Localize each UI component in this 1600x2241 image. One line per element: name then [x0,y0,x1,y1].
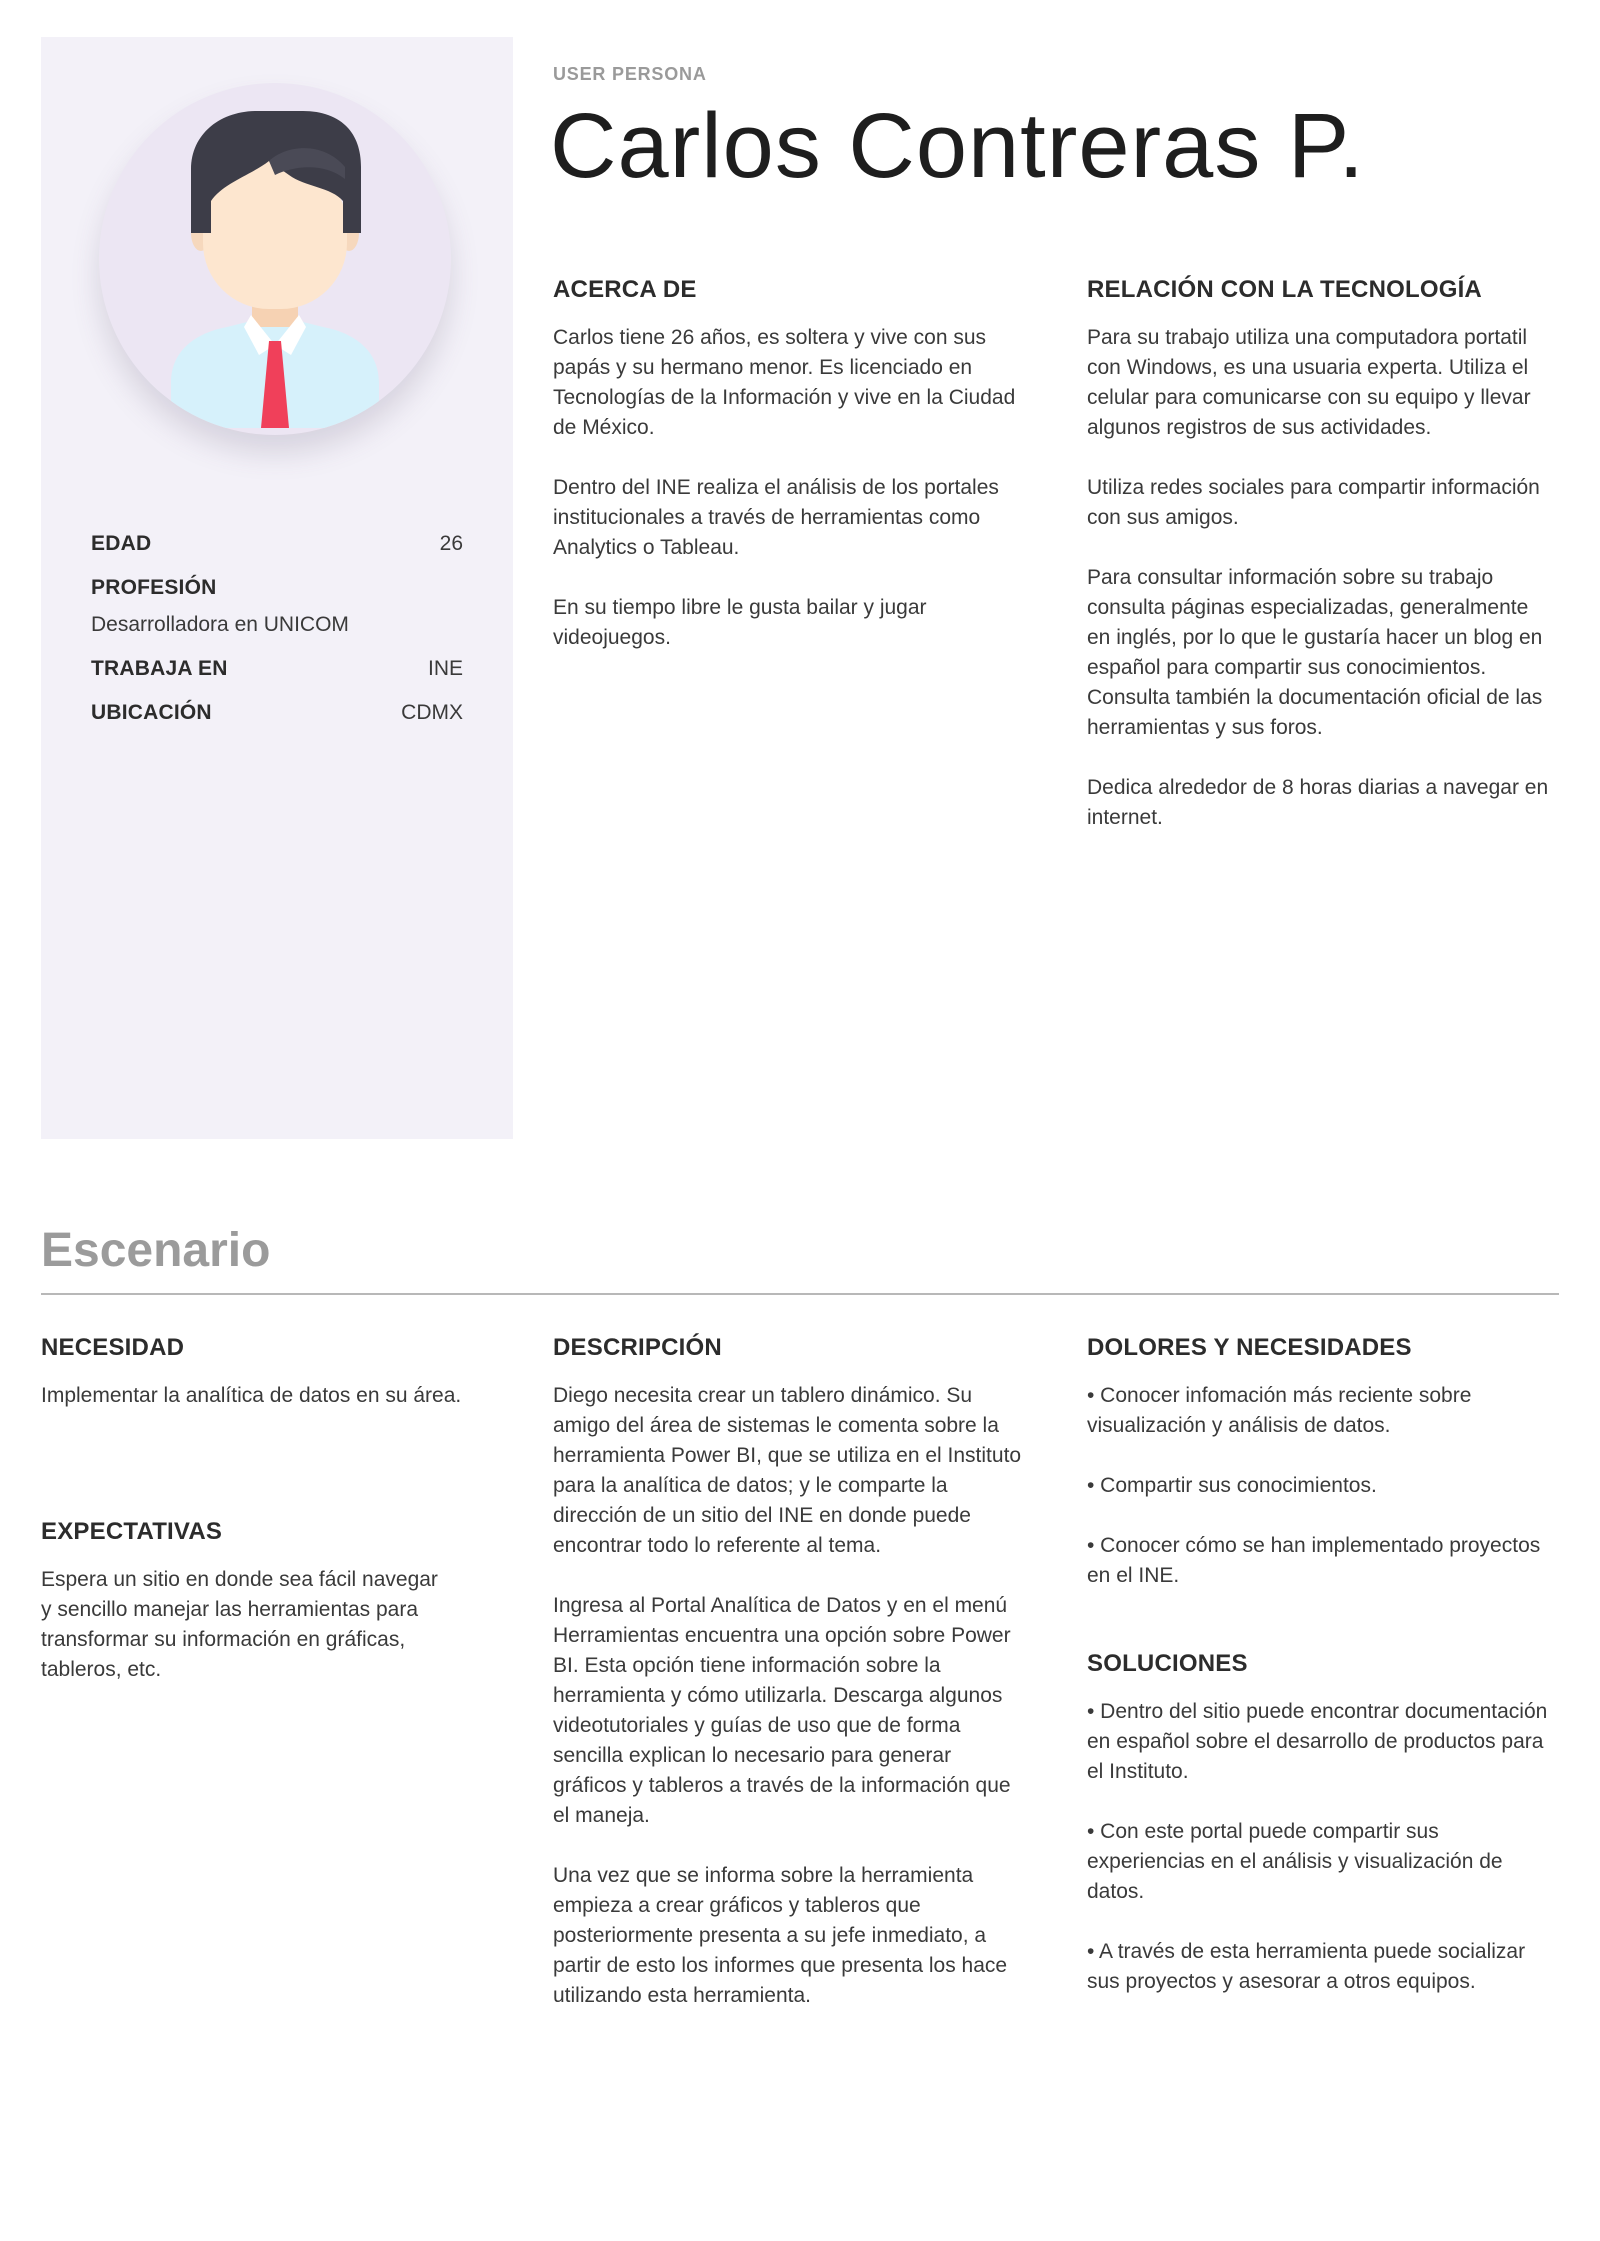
need-text: Implementar la analítica de datos en su área. [41,1384,462,1407]
location-label: UBICACIÓN [91,701,212,724]
scenario-divider [41,1293,1559,1295]
works-at-label: TRABAJA EN [91,657,228,680]
technology-paragraph: Utiliza redes sociales para compartir información con sus amigos. [1087,476,1540,529]
technology-paragraph: Para su trabajo utiliza una computadora portatil con Windows, es una usuaria experta. Utiliza el celular para comunicarse con su equipo y llevar algunos registros de sus actividades. [1087,326,1531,439]
solution-item: • Con este portal puede compartir sus experiencias en el análisis y visualización de datos. [1087,1820,1503,1903]
profession-value: Desarrolladora en UNICOM [91,613,349,636]
fact-profession [91,576,463,657]
persona-name: Carlos Contreras P. [550,95,1365,197]
about-paragraph: Carlos tiene 26 años, es soltera y vive con sus papás y su hermano menor. Es licenciado en Tecnologías de la Información y vive en la Ciudad de México. [553,326,1016,439]
pains-heading: DOLORES Y NECESIDADES [1087,1334,1412,1361]
description-paragraph: Diego necesita crear un tablero dinámico. Su amigo del área de sistemas le comenta sobre la herramienta Power BI, que se utiliza en el Instituto para la analítica de datos; y le comparte la dirección de un sitio del INE en donde puede encontrar todo lo referente al tema. [553,1384,1022,1557]
expectations-text: Espera un sitio en donde sea fácil navegar y sencillo manejar las herramientas para transformar su información en gráficas, tableros, etc. [41,1568,438,1681]
solution-item: • A través de esta herramienta puede socializar sus proyectos y asesorar a otros equipos. [1087,1940,1526,1993]
scenario-title: Escenario [41,1224,271,1277]
description-paragraph: Una vez que se informa sobre la herramienta empieza a crear gráficos y tableros que posteriormente presenta a su jefe inmediato, a partir de esto los informes que presenta los hace utilizando esta herramienta. [553,1864,1008,2007]
pain-item: • Conocer infomación más reciente sobre visualización y análisis de datos. [1087,1384,1472,1437]
need-section [41,1332,481,1411]
age-value: 26 [439,532,463,555]
description-heading: DESCRIPCIÓN [553,1334,722,1361]
about-heading: ACERCA DE [553,276,697,303]
avatar [99,83,451,435]
need-heading: NECESIDAD [41,1334,185,1361]
fact-location [91,701,463,745]
persona-eyebrow: USER PERSONA [553,64,707,84]
profession-label: PROFESIÓN [91,576,217,599]
solutions-section [1087,1648,1559,2027]
pains-section [1087,1332,1559,1621]
about-paragraph: Dentro del INE realiza el análisis de los portales institucionales a través de herramientas como Analytics o Tableau. [553,476,999,559]
pain-item: • Conocer cómo se han implementado proyectos en el INE. [1087,1534,1541,1587]
technology-paragraph: Dedica alrededor de 8 horas diarias a navegar en internet. [1087,776,1549,829]
about-section [553,274,1023,683]
technology-heading: RELACIÓN CON LA TECNOLOGÍA [1087,276,1482,303]
description-paragraph: Ingresa al Portal Analítica de Datos y en el menú Herramientas encuentra una opción sobre Power BI. Esta opción tiene información sobre la herramienta y cómo utilizarla. Descarga algunos videotutoriales y guías de uso que de forma sencilla explican lo necesario para generar gráficos y tableros a través de la información que el maneja. [553,1594,1011,1827]
age-label: EDAD [91,532,152,555]
solution-item: • Dentro del sitio puede encontrar documentación en español sobre el desarrollo de productos para el Instituto. [1087,1700,1548,1783]
technology-section [1087,274,1557,863]
fact-age [91,532,463,576]
about-paragraph: En su tiempo libre le gusta bailar y jugar videojuegos. [553,596,927,649]
description-section [553,1332,1023,2041]
works-at-value: INE [427,657,463,680]
solutions-heading: SOLUCIONES [1087,1650,1248,1677]
fact-works-at [91,657,463,701]
profile-facts [91,532,463,745]
expectations-heading: EXPECTATIVAS [41,1518,223,1545]
persona-sidebar [41,37,513,1139]
expectations-section [41,1516,451,1715]
pain-item: • Compartir sus conocimientos. [1087,1474,1377,1497]
technology-paragraph: Para consultar información sobre su trabajo consulta páginas especializadas, generalmente en inglés, por lo que le gustaría hacer un blog en español para compartir sus conocimientos. Consulta también la documentación oficial de las herramientas y sus foros. [1087,566,1543,739]
location-value: CDMX [401,701,463,724]
user-avatar-icon [99,83,451,435]
